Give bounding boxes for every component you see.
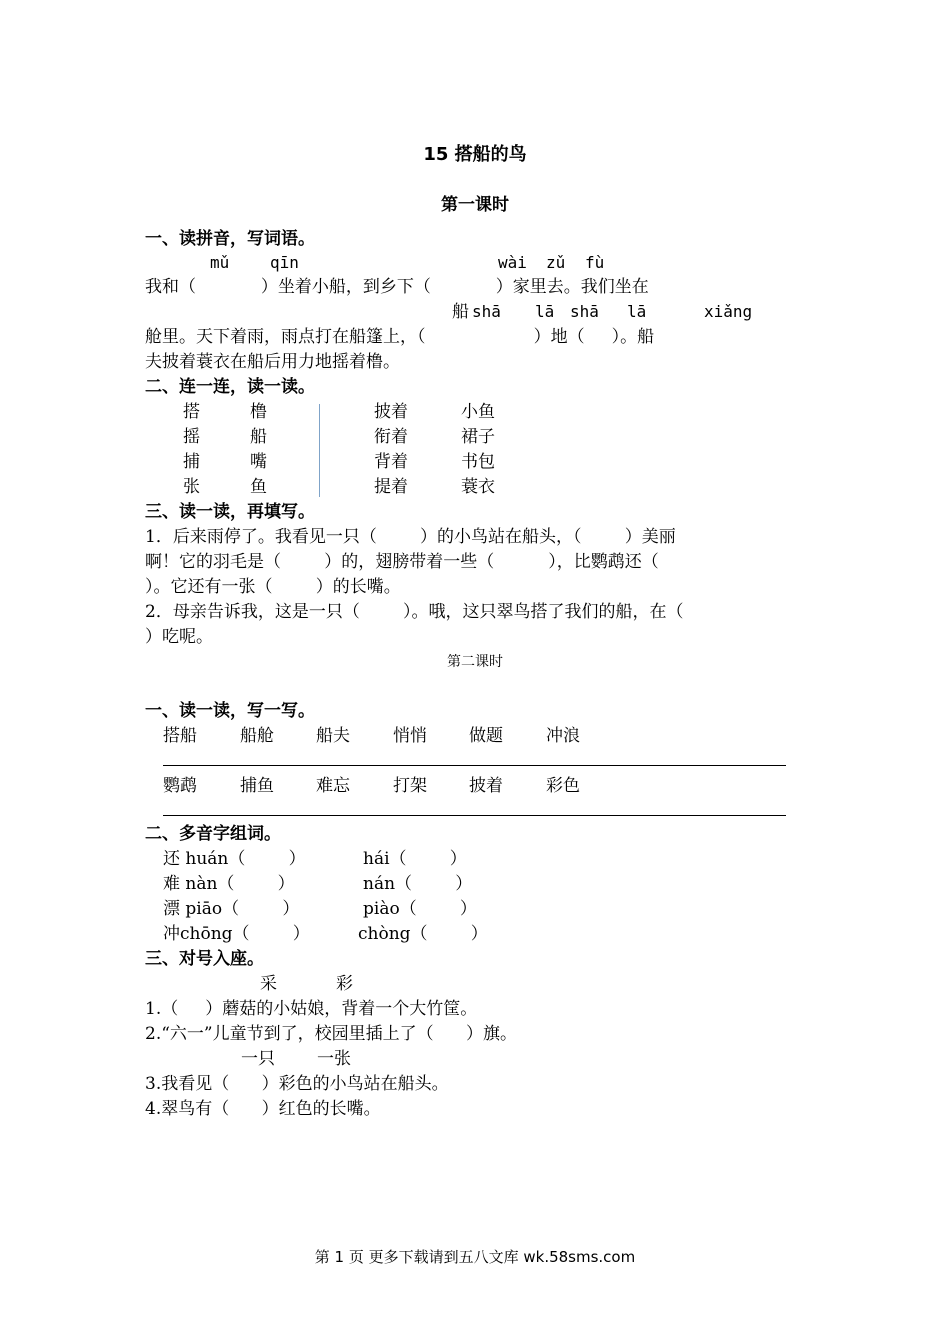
- section-copy-heading: 一、读一读，写一写。: [145, 701, 315, 721]
- vocab-word: 打架: [393, 776, 427, 796]
- writing-line: [163, 815, 786, 816]
- pinyin-fu: fù: [585, 253, 605, 272]
- match-right-word: 披着: [374, 402, 408, 422]
- exercise-line: ）。它还有一张（ ）的长嘴。: [145, 577, 401, 597]
- section-fill-heading: 三、读一读，再填写。: [145, 502, 315, 522]
- exercise-line: 夫披着蓑衣在船后用力地摇着橹。: [145, 352, 400, 372]
- match-right-word: 背着: [374, 452, 408, 472]
- match-left-char: 张: [183, 477, 200, 497]
- choice-option: 彩: [336, 974, 353, 994]
- match-right-word: 提着: [374, 477, 408, 497]
- exercise-line: 1．后来雨停了。我看见一只（ ）的小鸟站在船头，（ ）美丽: [145, 527, 676, 547]
- pinyin-qin: qīn: [270, 253, 299, 272]
- vocab-word: 船夫: [316, 726, 350, 746]
- match-left-char: 摇: [183, 427, 200, 447]
- pinyin-sha-2: shā: [570, 302, 599, 321]
- match-left-target: 鱼: [250, 477, 267, 497]
- polyphone-item: piào（ ）: [363, 899, 477, 919]
- polyphone-item: 漂 piāo（ ）: [163, 899, 300, 919]
- vocab-word: 捕鱼: [240, 776, 274, 796]
- choice-option: 一只: [241, 1049, 275, 1069]
- exercise-line: 1.（ ）蘑菇的小姑娘，背着一个大竹筐。: [145, 999, 478, 1019]
- vocab-word: 船舱: [240, 726, 274, 746]
- match-right-target: 书包: [461, 452, 495, 472]
- pinyin-zu: zǔ: [546, 253, 566, 272]
- section-pinyin-heading: 一、读拼音，写词语。: [145, 229, 315, 249]
- match-right-target: 裙子: [461, 427, 495, 447]
- vocab-word: 冲浪: [546, 726, 580, 746]
- section-matching-heading: 二、连一连，读一读。: [145, 377, 315, 397]
- divider-line: [319, 404, 320, 497]
- polyphone-item: chòng（ ）: [358, 924, 488, 944]
- polyphone-item: nán（ ）: [363, 874, 473, 894]
- exercise-line: 3.我看见（ ）彩色的小鸟站在船头。: [145, 1074, 449, 1094]
- page-footer: 第 1 页 更多下载请到五八文库 wk.58sms.com: [314, 1248, 636, 1266]
- match-right-word: 衔着: [374, 427, 408, 447]
- pinyin-la-2: lā: [627, 302, 647, 321]
- pinyin-wai: wài: [498, 253, 527, 272]
- exercise-line: 我和（ ）坐着小船，到乡下（ ）家里去。我们坐在: [145, 277, 649, 297]
- vocab-word: 彩色: [546, 776, 580, 796]
- polyphone-item: 还 huán（ ）: [163, 849, 306, 869]
- exercise-text: 船: [452, 302, 469, 322]
- choice-option: 一张: [317, 1049, 351, 1069]
- vocab-word: 搭船: [163, 726, 197, 746]
- match-left-target: 嘴: [250, 452, 267, 472]
- match-right-target: 蓑衣: [461, 477, 495, 497]
- vocab-word: 披着: [469, 776, 503, 796]
- polyphone-item: 冲chōng（ ）: [163, 924, 310, 944]
- polyphone-item: hái（ ）: [363, 849, 467, 869]
- section-polyphone-heading: 二、多音字组词。: [145, 824, 281, 844]
- pinyin-la: lā: [535, 302, 555, 321]
- lesson-two-heading: 第二课时: [447, 654, 503, 670]
- vocab-word: 鹦鹉: [163, 776, 197, 796]
- writing-line: [163, 765, 786, 766]
- match-left-char: 捕: [183, 452, 200, 472]
- match-left-target: 船: [250, 427, 267, 447]
- exercise-line: ）吃呢。: [145, 627, 213, 647]
- exercise-line: 舱里。天下着雨，雨点打在船篷上，（ ）地（ ）。船: [145, 327, 655, 347]
- pinyin-xiang: xiǎng: [704, 302, 753, 321]
- match-left-target: 橹: [250, 402, 267, 422]
- vocab-word: 悄悄: [393, 726, 427, 746]
- vocab-word: 做题: [469, 726, 503, 746]
- exercise-line: 4.翠鸟有（ ）红色的长嘴。: [145, 1099, 381, 1119]
- match-left-char: 搭: [183, 402, 200, 422]
- choice-option: 采: [260, 974, 277, 994]
- page-title: 15 搭船的鸟: [423, 144, 527, 165]
- section-choose-heading: 三、对号入座。: [145, 949, 264, 969]
- match-right-target: 小鱼: [461, 402, 495, 422]
- exercise-line: 2.“六一”儿童节到了，校园里插上了（ ）旗。: [145, 1024, 518, 1044]
- pinyin-mu: mǔ: [210, 253, 230, 272]
- lesson-one-heading: 第一课时: [441, 195, 509, 215]
- exercise-line: 啊！它的羽毛是（ ）的，翅膀带着一些（ ），比鹦鹉还（: [145, 552, 659, 572]
- vocab-word: 难忘: [316, 776, 350, 796]
- pinyin-sha: shā: [472, 302, 501, 321]
- exercise-line: 2．母亲告诉我，这是一只（ ）。哦，这只翠鸟搭了我们的船，在（: [145, 602, 684, 622]
- polyphone-item: 难 nàn（ ）: [163, 874, 295, 894]
